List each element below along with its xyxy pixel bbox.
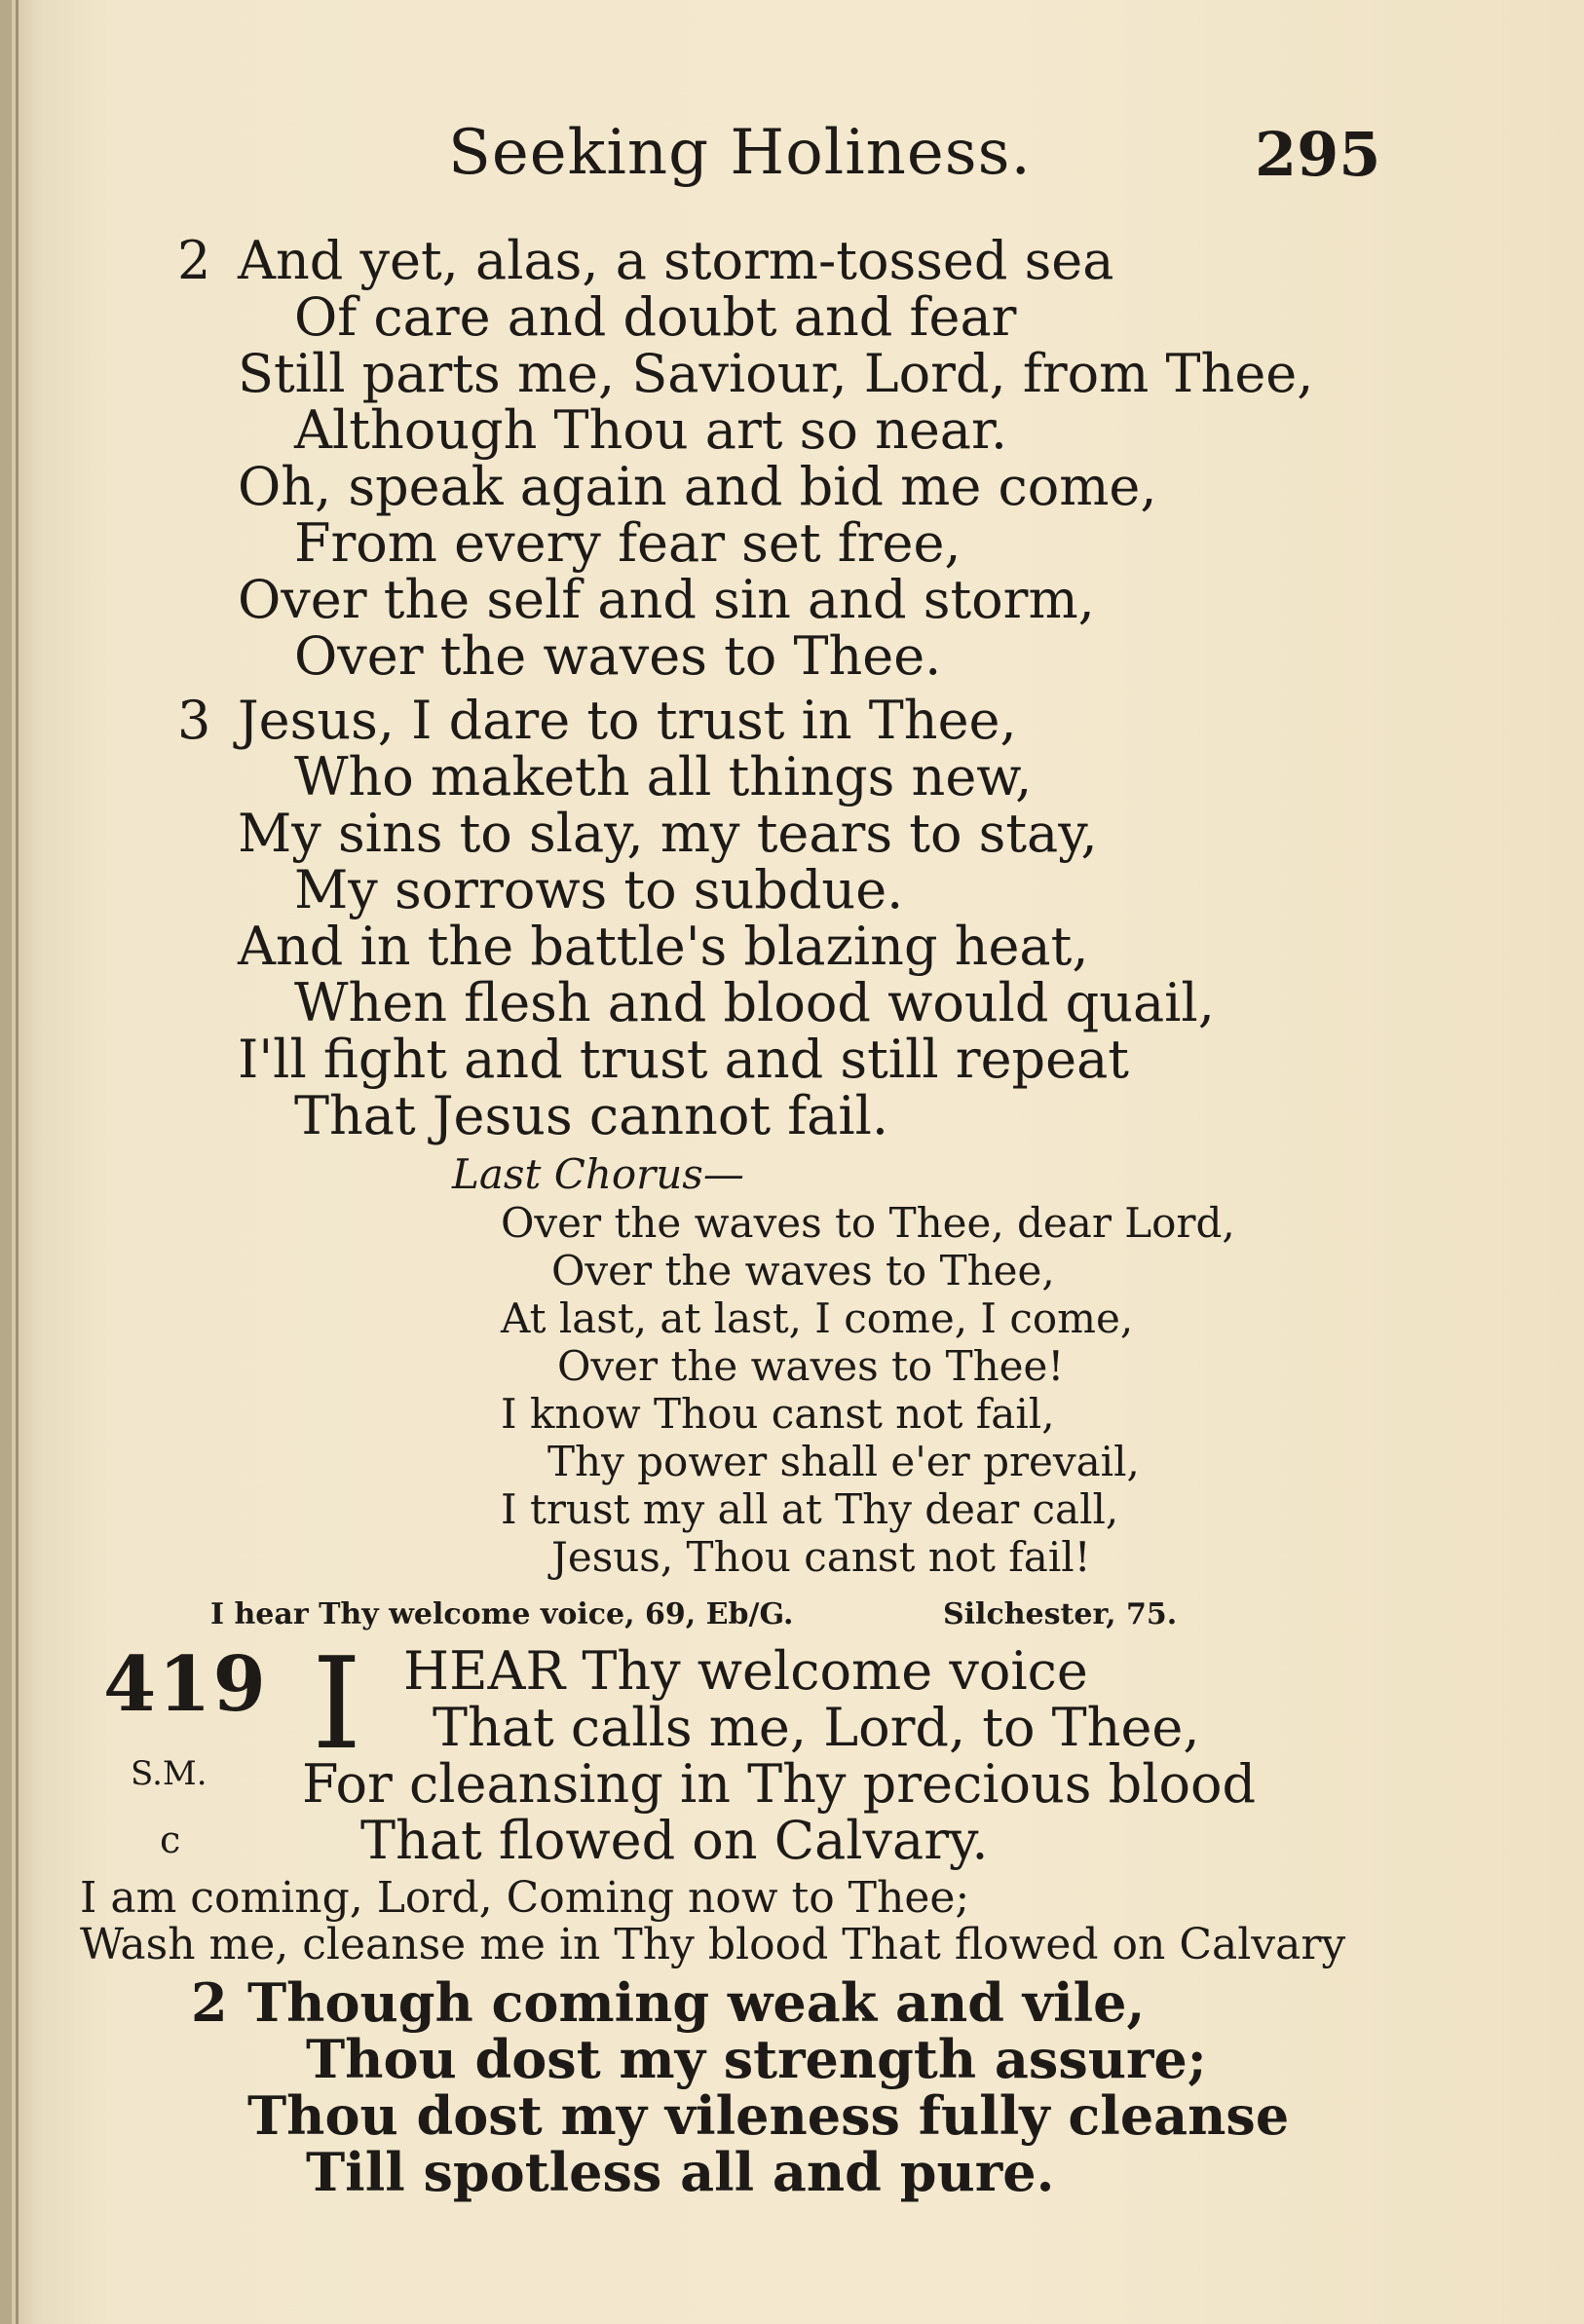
- stanza-number: 3: [177, 690, 211, 751]
- tune-reference: I hear Thy welcome voice, 69, Eb/G.: [210, 1597, 794, 1631]
- verse-line: I'll fight and trust and still repeat: [238, 1029, 1129, 1090]
- chorus-line: Jesus, Thou canst not fail!: [551, 1533, 1091, 1581]
- chorus-line: I trust my all at Thy dear call,: [501, 1485, 1119, 1533]
- verse-line: Although Thou art so near.: [294, 399, 1008, 461]
- verse-line: Over the self and sin and storm,: [238, 569, 1095, 630]
- verse-line: Oh, speak again and bid me come,: [238, 456, 1157, 517]
- verse-line: That calls me, Lord, to Thee,: [433, 1697, 1200, 1758]
- chorus-line: Over the waves to Thee!: [557, 1342, 1065, 1390]
- verse-line: Jesus, I dare to trust in Thee,: [238, 690, 1017, 751]
- verse-line: That flowed on Calvary.: [360, 1810, 989, 1871]
- tune-name: Silchester, 75.: [943, 1597, 1178, 1631]
- chorus-label: Last Chorus—: [452, 1150, 744, 1198]
- page-number: 295: [1255, 119, 1381, 190]
- stanza-number: 2: [191, 1971, 228, 2034]
- verse-line: Still parts me, Saviour, Lord, from Thee,: [238, 343, 1314, 404]
- chorus-line: Thy power shall e'er prevail,: [547, 1438, 1140, 1485]
- verse-line: Till spotless all and pure.: [306, 2141, 1055, 2203]
- verse-line: Of care and doubt and fear: [294, 286, 1017, 348]
- hymn-number: 419: [103, 1640, 268, 1729]
- chorus-line: I know Thou canst not fail,: [501, 1390, 1055, 1438]
- verse-line: Over the waves to Thee.: [294, 625, 942, 687]
- key-label: c: [160, 1818, 181, 1861]
- verse-line: My sins to slay, my tears to stay,: [238, 803, 1098, 864]
- chorus-line: At last, at last, I come, I come,: [501, 1294, 1134, 1342]
- verse-line: HEAR Thy welcome voice: [403, 1640, 1088, 1702]
- verse-line: Thou dost my strength assure;: [306, 2028, 1207, 2090]
- verse-line: My sorrows to subdue.: [294, 859, 904, 920]
- page-title: Seeking Holiness.: [448, 117, 1032, 189]
- drop-cap: I: [312, 1630, 362, 1778]
- verse-line: Thou dost my vileness fully cleanse: [247, 2084, 1290, 2147]
- chorus-line: Wash me, cleanse me in Thy blood That flowed on Calvary: [80, 1920, 1346, 1969]
- page-spine-line: [16, 0, 19, 2324]
- page-spine-edge: [0, 0, 12, 2324]
- verse-line: And in the battle's blazing heat,: [238, 916, 1089, 977]
- chorus-line: Over the waves to Thee,: [551, 1247, 1055, 1294]
- meter-label: S.M.: [131, 1754, 207, 1793]
- verse-line: For cleansing in Thy precious blood: [302, 1753, 1257, 1815]
- chorus-line: Over the waves to Thee, dear Lord,: [501, 1199, 1235, 1247]
- stanza-number: 2: [177, 230, 211, 291]
- verse-line: Who maketh all things new,: [294, 746, 1033, 807]
- verse-line: And yet, alas, a storm-tossed sea: [238, 230, 1114, 291]
- verse-line: When flesh and blood would quail,: [294, 972, 1215, 1033]
- verse-line: Though coming weak and vile,: [247, 1971, 1146, 2034]
- verse-line: From every fear set free,: [294, 512, 962, 574]
- chorus-line: I am coming, Lord, Coming now to Thee;: [80, 1873, 970, 1923]
- verse-line: That Jesus cannot fail.: [294, 1085, 889, 1146]
